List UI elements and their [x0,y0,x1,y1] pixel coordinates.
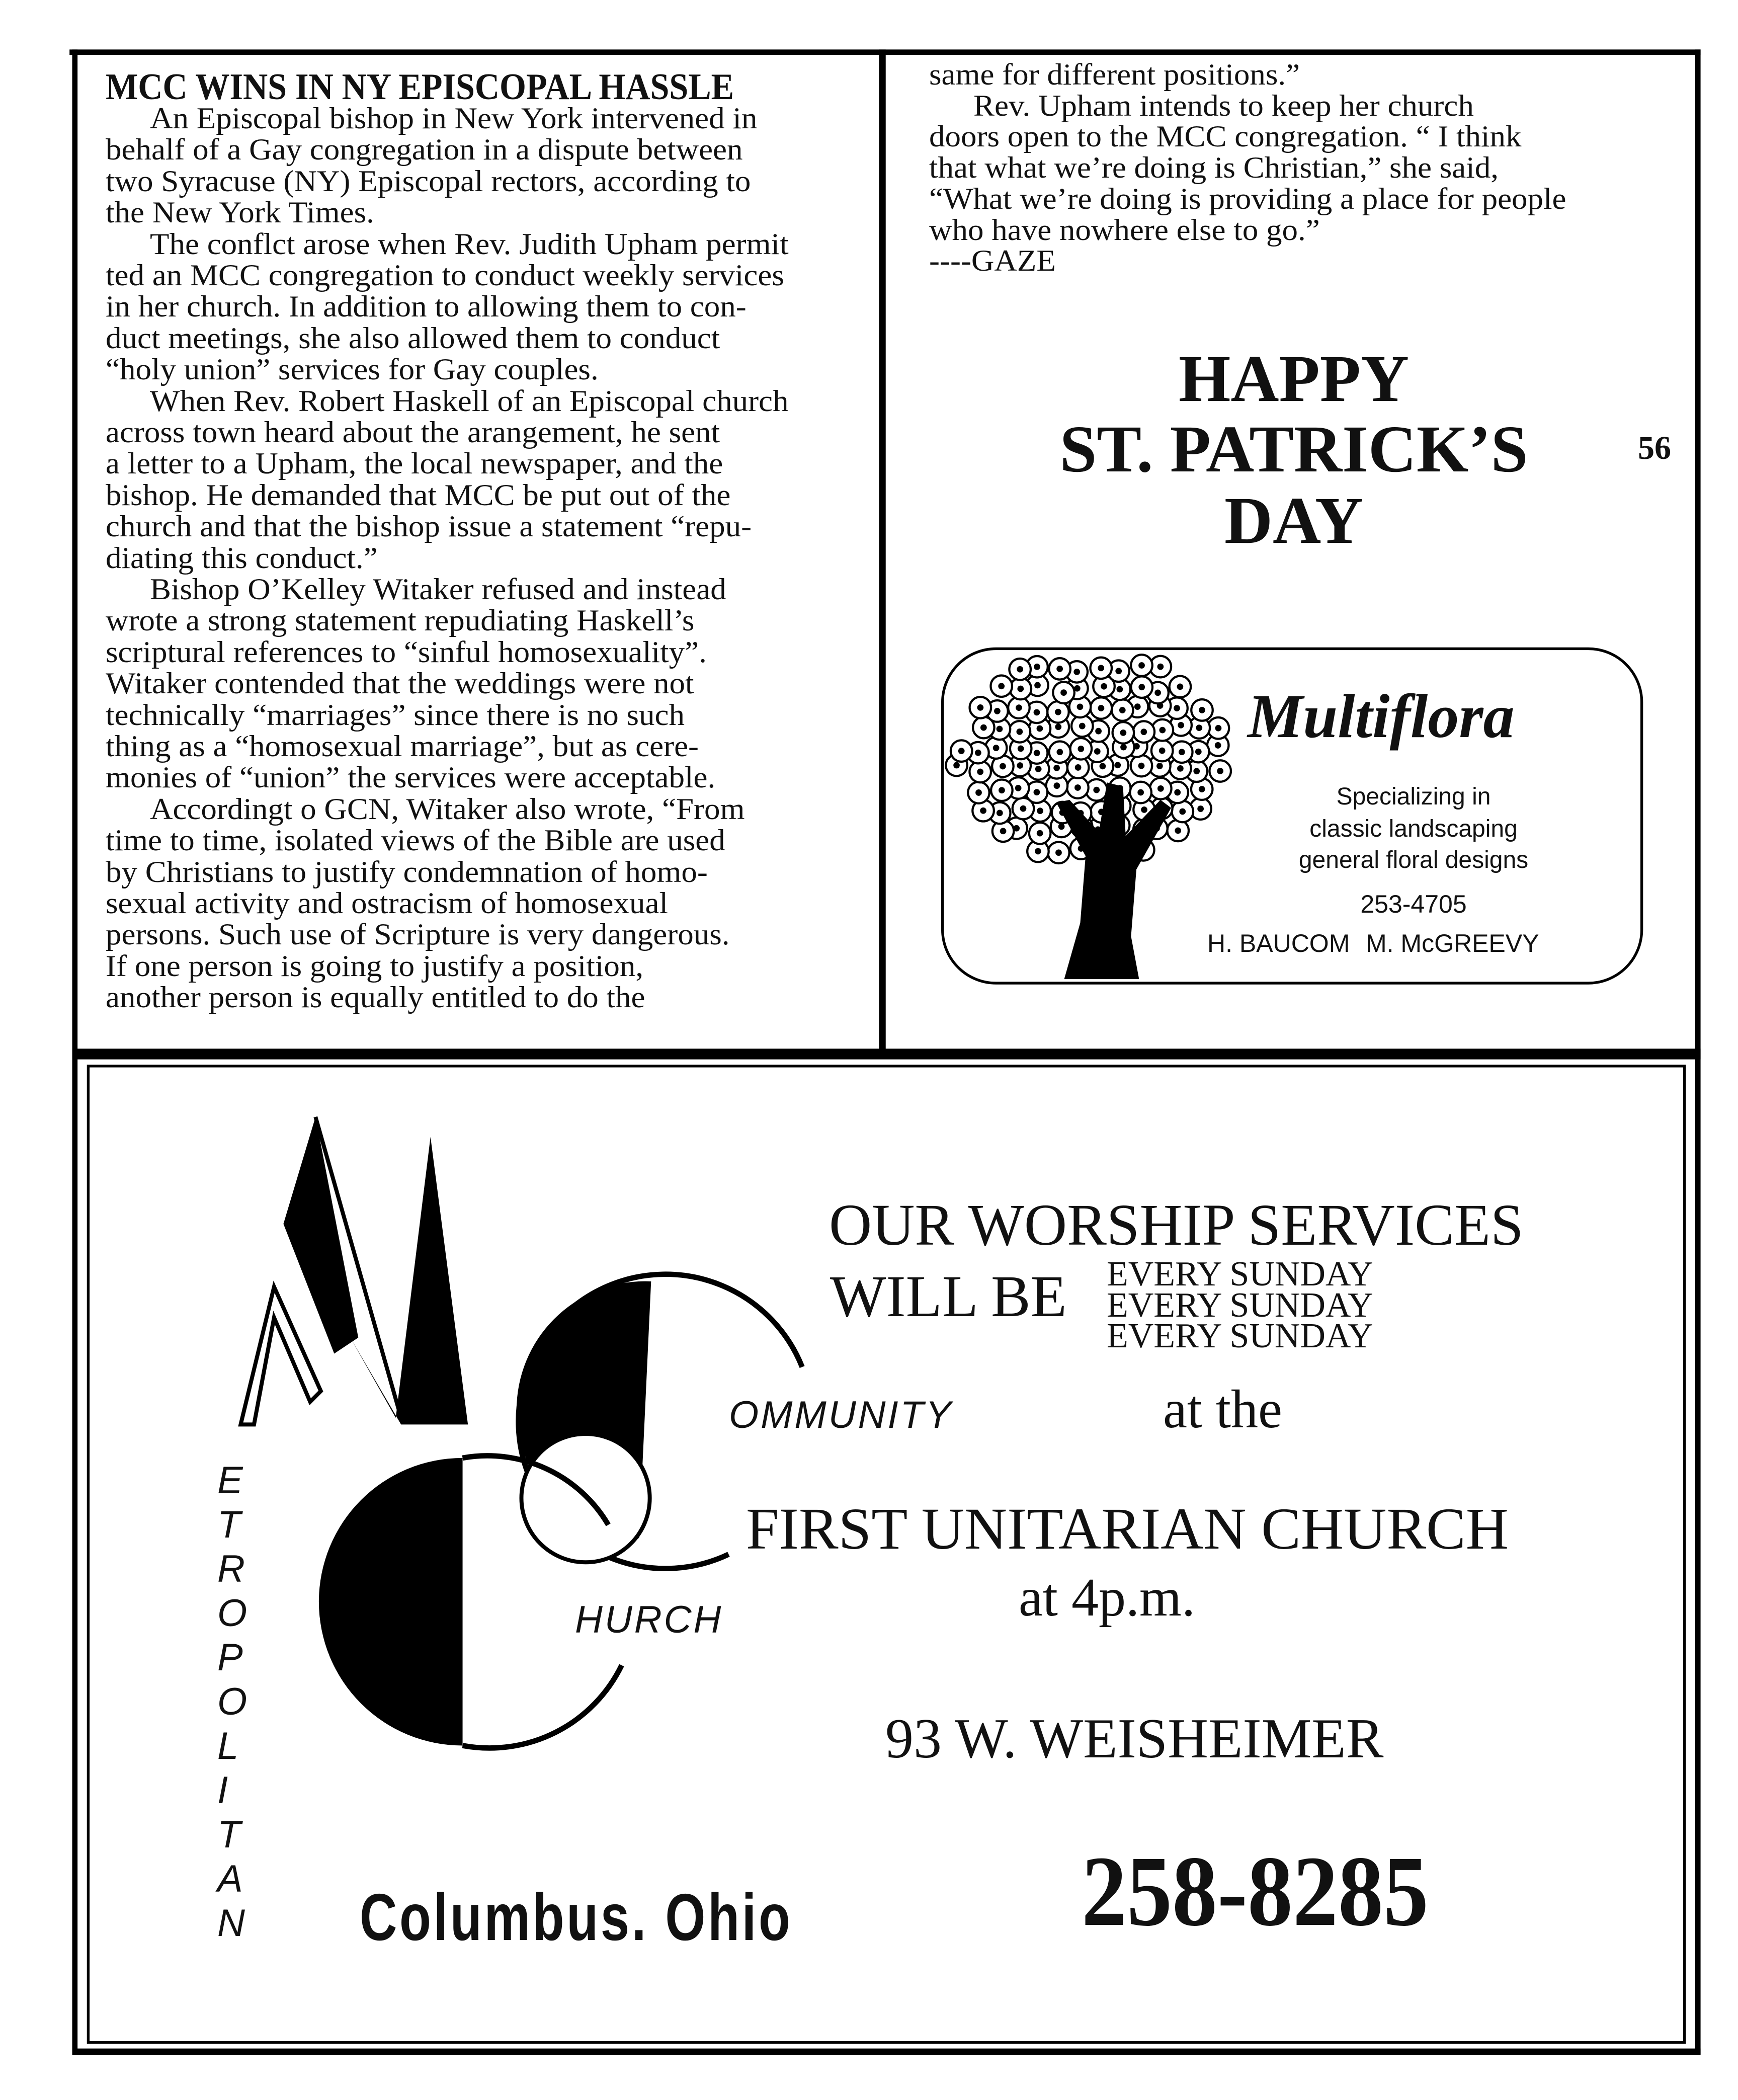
greeting-line-3: DAY [1224,483,1363,557]
tree-flower [1150,778,1172,799]
tree-flower [1171,741,1193,763]
metropolitan-letter: P [217,1636,243,1679]
article-line: ted an MCC congregation to conduct weekly services [106,259,784,292]
tree-flower [968,782,989,803]
tree-flower [1167,820,1189,842]
article-line: Witaker contended that the weddings were not [106,667,694,700]
continuation-line: Rev. Upham intends to keep her church [973,89,1474,122]
service-time: at 4p.m. [1019,1568,1195,1628]
article-line: The conflct arose when Rev. Judith Upham permit [150,227,789,261]
tree-flower [1009,659,1031,680]
logo-c-lower-fill [319,1458,463,1746]
worship-line-2: WILL BE [830,1263,1067,1329]
tree-flower [1209,760,1231,782]
tree-flower [1112,699,1133,721]
article-line: behalf of a Gay congregation in a dispute between [106,133,743,167]
metropolitan-letter: R [217,1548,245,1590]
article-line: technically “marriages” since there is no such [106,698,685,732]
metropolitan-letter: A [217,1857,243,1900]
multiflora-tagline-1: Specializing in [1336,783,1491,810]
tree-flower [1131,755,1152,777]
multiflora-tagline-2: classic landscaping [1309,816,1518,842]
article-line: the New York Times. [106,196,374,229]
tree-flower [1048,842,1069,863]
tree-flower [1131,655,1152,676]
tree-flower [1113,722,1134,744]
tree-flower [1133,721,1155,743]
article-title: MCC WINS IN NY EPISCOPAL HASSLE [106,66,734,108]
metropolitan-letter: T [217,1813,241,1856]
article-line: sexual activity and ostracism of homosexual [106,886,668,920]
metropolitan-letter: E [217,1459,243,1502]
tree-flower [951,740,972,762]
article-line: duct meetings, she also allowed them to conduct [106,321,720,355]
continuation-line: same for different positions.” [929,58,1300,91]
mcc-phone: 258-8285 [1082,1836,1429,1947]
multiflora-logo-text: Multiflora [1248,682,1515,751]
logo-church: HURCH [575,1598,723,1641]
tree-flower [990,675,1012,697]
tree-flower [1010,678,1032,700]
metropolitan-letter: I [217,1769,228,1812]
continuation-line: doors open to the MCC congregation. “ I think [929,120,1522,153]
tree-trunk [1056,782,1172,979]
tree-flower [1090,658,1112,679]
tree-flower [1029,823,1051,844]
article-line: two Syracuse (NY) Episcopal rectors, according to [106,164,751,198]
article-line: An Episcopal bishop in New York intervened in [150,102,758,135]
article-line: monies of “union” the services were acceptable. [106,761,716,794]
page-number: 56 [1638,430,1671,466]
tree-flower [1071,715,1093,737]
article-line: thing as a “homosexual marriage”, but as cere- [106,730,699,763]
tree-flower [1131,676,1152,698]
article-line: Bishop O’Kelley Witaker refused and instead [150,573,726,606]
multiflora-tagline-3: general floral designs [1298,847,1529,873]
logo-m-wedge-1 [283,1117,358,1354]
article-line: a letter to a Upham, the local newspaper, and the [106,447,723,480]
article-line: When Rev. Robert Haskell of an Episcopal church [150,384,789,418]
multiflora-phone: 253-4705 [1360,890,1467,918]
metropolitan-letter: N [217,1902,245,1945]
address: 93 W. WEISHEIMER [885,1708,1384,1770]
mcc-logo [240,1117,802,1748]
metropolitan-letter: T [217,1503,241,1546]
article-line: If one person is going to justify a position, [106,949,644,983]
metropolitan-letter: O [217,1680,247,1723]
continuation-line: that what we’re doing is Christian,” she said, [929,151,1499,185]
every-sunday-3: EVERY SUNDAY [1107,1317,1373,1355]
tree-flower [1170,676,1191,698]
tree-flower [1053,682,1074,703]
every-sunday-2: EVERY SUNDAY [1107,1286,1373,1325]
article-line: “holy union” services for Gay couples. [106,353,599,386]
worship-line-1: OUR WORSHIP SERVICES [829,1192,1524,1258]
article-line: by Christians to justify condemnation of homo- [106,855,708,889]
article-line: persons. Such use of Scripture is very dangerous. [106,918,730,951]
every-sunday-1: EVERY SUNDAY [1107,1255,1373,1294]
tree-flower [1047,701,1069,723]
metropolitan-letter: L [217,1725,239,1767]
tree-flower [991,780,1013,801]
venue: FIRST UNITARIAN CHURCH [746,1496,1509,1562]
article-line: diating this conduct.” [106,541,378,575]
tree-flower [1067,777,1089,798]
multiflora-owner-2: M. McGREEVY [1366,929,1539,957]
tree-flower [1049,658,1070,680]
article-line: time to time, isolated views of the Bible are used [106,824,725,857]
tree-flower [1151,740,1173,762]
at-the: at the [1163,1380,1282,1439]
tree-illustration [946,655,1231,979]
tree-flower [1191,699,1213,721]
tree-flower [1070,738,1092,760]
article-line: bishop. He demanded that MCC be put out of the [106,478,731,512]
tree-flower [1009,721,1031,743]
metropolitan-letter: O [217,1592,247,1635]
article-line: Accordingt o GCN, Witaker also wrote, “From [150,792,745,826]
greeting-line-1: HAPPY [1178,341,1410,416]
continuation-line: who have nowhere else to go.” [929,213,1320,247]
logo-m-wedge-2 [350,1137,468,1425]
article-line: in her church. In addition to allowing them to con- [106,290,747,324]
multiflora-owner-1: H. BAUCOM [1207,929,1350,957]
article-line: wrote a strong statement repudiating Haskell’s [106,604,695,637]
city-label: Columbus. Ohio [360,1880,793,1954]
tree-flower [1091,697,1112,719]
article-line: another person is equally entitled to do the [106,981,645,1014]
greeting-line-2: ST. PATRICK’S [1059,412,1528,486]
article-line: across town heard about the arangement, he sent [106,416,720,449]
continuation-line: “What we’re doing is providing a place for people [929,182,1566,215]
logo-community: OMMUNITY [729,1394,953,1436]
logo-m-left-stroke [240,1287,320,1425]
continuation-line: ----GAZE [929,244,1056,278]
tree-flower [970,697,991,718]
tree-flower [1172,801,1193,823]
tree-flower [1049,741,1071,763]
article-line: church and that the bishop issue a statement “repu- [106,510,752,543]
tree-flower [1130,782,1151,803]
article-line: scriptural references to “sinful homosexuality”. [106,635,707,669]
